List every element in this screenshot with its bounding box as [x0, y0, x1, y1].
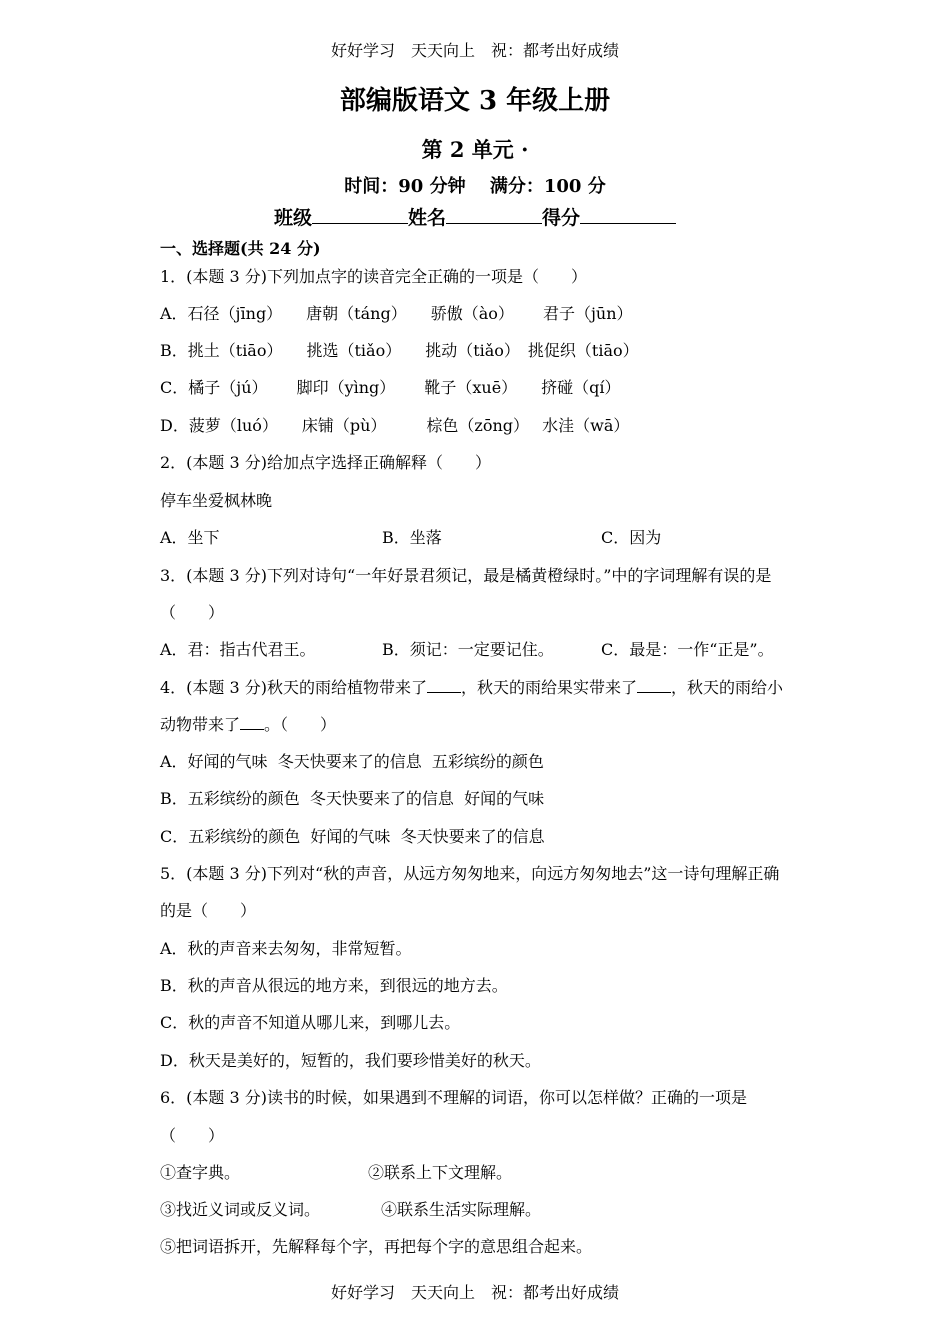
q5-stem: 5．(本题 3 分)下列对“秋的声音，从远方匆匆地来，向远方匆匆地去”这一诗句理解正确 [160, 864, 780, 883]
q4-blank-3[interactable] [240, 715, 264, 730]
q5-option-b[interactable]: B．秋的声音从很远的地方来，到很远的地方去。 [160, 976, 508, 995]
q6-method-2: ②联系上下文理解。 [368, 1163, 513, 1182]
q6-method-3: ③找近义词或反义词。 [160, 1200, 321, 1219]
page-title: 部编版语文 3 年级上册 [339, 86, 611, 116]
q2-option-b[interactable]: B．坐落 [382, 528, 442, 547]
q5-option-c[interactable]: C．秋的声音不知道从哪儿来，到哪儿去。 [160, 1013, 461, 1032]
page-header: 好好学习 天天向上 祝：都考出好成绩 [330, 41, 619, 60]
q3-stem: 3．(本题 3 分)下列对诗句“一年好景君须记，最是橘黄橙绿时。”中的字词理解有误的是 [160, 566, 772, 585]
q4-stem-text: ，秋天的雨给果实带来了 [461, 678, 638, 697]
section-heading: 一、选择题(共 24 分) [160, 239, 321, 258]
q4-blank-2[interactable] [637, 678, 671, 693]
time-score-line: 时间：90 分钟 满分：100 分 [344, 176, 606, 197]
q3-option-b[interactable]: B．须记：一定要记住。 [382, 640, 554, 659]
name-label: 姓名 [407, 207, 446, 229]
q2-stem: 2．(本题 3 分)给加点字选择正确解释（ ） [160, 453, 492, 472]
q6-stem-cont: （ ） [160, 1126, 225, 1145]
q4-blank-1[interactable] [427, 678, 461, 693]
q2-poem: 停车坐爱枫林晚 [160, 491, 273, 510]
q4-stem [160, 677, 783, 699]
q6-method-5: ⑤把词语拆开，先解释每个字，再把每个字的意思组合起来。 [160, 1237, 593, 1256]
q1-option-b[interactable]: B．挑土（tiāo） 挑选（tiǎo） 挑动（tiǎo） 挑促织（tiāo） [160, 341, 639, 360]
q5-option-d[interactable]: D．秋天是美好的，短暂的，我们要珍惜美好的秋天。 [160, 1051, 541, 1070]
q1-stem: 1．(本题 3 分)下列加点字的读音完全正确的一项是（ ） [160, 267, 588, 286]
score-blank[interactable] [580, 205, 676, 224]
name-blank[interactable] [446, 205, 542, 224]
page-footer: 好好学习 天天向上 祝：都考出好成绩 [330, 1283, 619, 1302]
q3-option-c[interactable]: C．最是：一作“正是”。 [601, 640, 774, 659]
score-label: 得分 [542, 207, 581, 229]
unit-subtitle: 第 2 单元 · [421, 137, 529, 162]
q4-option-a[interactable]: A．好闻的气味 冬天快要来了的信息 五彩缤纷的颜色 [160, 752, 544, 771]
q4-stem-text: 动物带来了 [160, 715, 241, 734]
q6-method-4: ④联系生活实际理解。 [381, 1200, 542, 1219]
q2-option-a[interactable]: A．坐下 [160, 528, 220, 547]
q1-option-c[interactable]: C．橘子（jú） 脚印（yìng） 靴子（xuē） 挤碰（qí） [160, 378, 621, 397]
q4-stem-text: 。（ ） [264, 715, 337, 734]
q2-option-c[interactable]: C．因为 [601, 528, 662, 547]
q5-stem-cont: 的是（ ） [160, 901, 257, 920]
q1-option-d[interactable]: D．菠萝（luó） 床铺（pù） 棕色（zōng） 水洼（wā） [160, 416, 630, 435]
class-label: 班级 [273, 207, 312, 229]
q3-stem-cont: （ ） [160, 603, 225, 622]
q4-stem-text: ，秋天的雨给小 [671, 678, 784, 697]
q1-option-a[interactable]: A．石径（jīng） 唐朝（táng） 骄傲（ào） 君子（jūn） [160, 304, 633, 323]
student-info-line [0, 203, 950, 230]
q6-method-1: ①查字典。 [160, 1163, 241, 1182]
q3-option-a[interactable]: A．君：指古代君王。 [160, 640, 316, 659]
q5-option-a[interactable]: A．秋的声音来去匆匆，非常短暂。 [160, 939, 412, 958]
q4-stem-cont [160, 714, 336, 736]
class-blank[interactable] [312, 205, 408, 224]
q4-option-b[interactable]: B．五彩缤纷的颜色 冬天快要来了的信息 好闻的气味 [160, 789, 545, 808]
q4-option-c[interactable]: C．五彩缤纷的颜色 好闻的气味 冬天快要来了的信息 [160, 827, 545, 846]
q4-stem-text: 4．(本题 3 分)秋天的雨给植物带来了 [160, 678, 428, 697]
q6-stem: 6．(本题 3 分)读书的时候，如果遇到不理解的词语，你可以怎样做？正确的一项是 [160, 1088, 748, 1107]
